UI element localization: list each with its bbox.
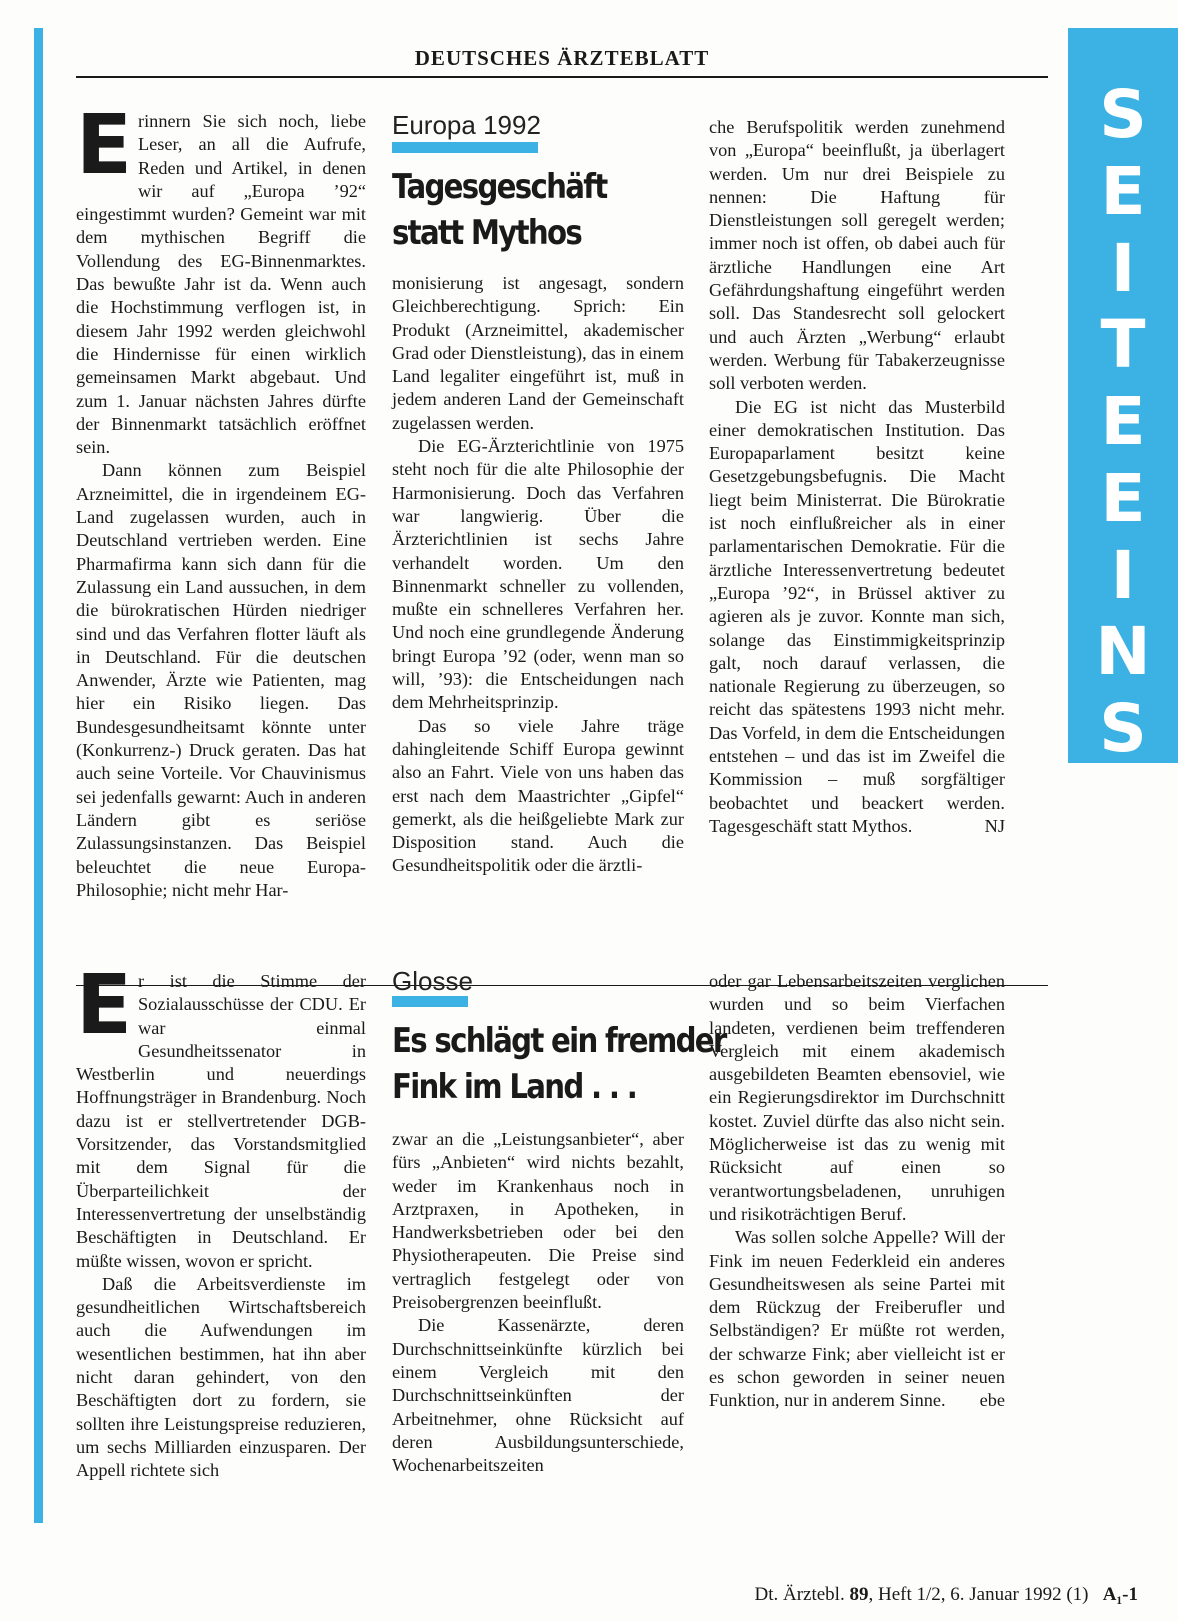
- article2-paragraph: Was sollen solche Appelle? Will der Fink im neuen Federkleid ein anderes Gesundheitswesen als seine Partei mit dem Rückzug der Freiberufler und Selbständigen? Er müßte rot werden, der schwarze Fink; aber vielleicht ist er es schon geworden in seiner neuen Funktion, nur in anderem Sinne.: [709, 1227, 1005, 1411]
- tab-letter: E: [1100, 459, 1146, 537]
- tab-letter: I: [1110, 229, 1136, 307]
- article1-paragraph: Das so viele Jahre träge dahingleitende Schiff Europa gewinnt also an Fahrt. Viele von uns haben das erst nach dem Maastrichter „Gipfel“ gemerkt, als die heißgeliebte Mark zur Disposition stand. Auch die Gesundheitspolitik oder die ärztli-: [392, 715, 684, 876]
- tab-letter: N: [1095, 613, 1151, 691]
- footer-issue-date: , Heft 1/2, 6. Januar 1992 (1): [868, 1584, 1089, 1605]
- article2-column-2: [392, 1128, 684, 1477]
- header-rule: [76, 76, 1048, 78]
- article2-headline: [392, 1018, 726, 1110]
- article1-author-initials: NJ: [984, 815, 1005, 836]
- article2-headline-line: Fink im Land . . .: [392, 1067, 637, 1107]
- tab-letter: T: [1100, 306, 1146, 384]
- article1-headline-line: statt Mythos: [392, 213, 582, 253]
- masthead: DEUTSCHES ÄRZTEBLATT: [414, 46, 710, 70]
- left-accent-bar: [34, 28, 43, 1523]
- article1-dropcap: E: [76, 98, 133, 193]
- article2-paragraph: Daß die Arbeitsverdienste im gesundheitlichen Wirtschaftsbereich auch die Aufwendungen im wesentlichen bestimmen, hat ihn aber nicht daran gehindert, von den Beschäftigten dort zu fordern, sie sollten ihre Leistungspreise reduzieren, um sechs Milliarden einzusparen. Der Appell richtete sich: [76, 1273, 366, 1481]
- article1-paragraph: Die EG ist nicht das Musterbild einer demokratischen Institution. Das Europaparlament besitzt keine Gesetzgebungsbefugnis. Die Macht liegt beim Ministerrat. Die Bürokratie ist noch einflußreicher als in einer parlamentarischen Demokratie. Für die ärztliche Interessenvertretung bedeutet „Europa ’92“, in Brüssel aktiver zu agieren als je zuvor. Konnte man sich, solange das Einstimmigkeitsprinzip galt, noch darauf verlassen, die nationale Regierung zu überzeugen, so reicht das spätestens 1993 nicht mehr. Das Vorfeld, in dem die Entscheidungen entstehen – und das ist im Zweifel die Kommission – muß sorgfältiger beobachtet und beackert werden. Tagesgeschäft statt Mythos.: [709, 396, 1005, 836]
- article1-kicker: Europa 1992: [392, 110, 541, 140]
- article1-paragraph: monisierung ist angesagt, sondern Gleichberechtigung. Sprich: Ein Produkt (Arzneimittel, akademischer Grad oder Dienstleistung), das in einem Land legaliter eingeführt ist, muß in jedem anderen Land der Gemeinschaft zugelassen werden.: [392, 273, 684, 433]
- section-tab: [1068, 28, 1178, 767]
- article2-paragraph: oder gar Lebensarbeitszeiten verglichen wurden und so beim Vierfachen landeten, verdienen beim treffenderen Vergleich mit einem akademisch ausgebildeten Beamten ebensoviel, wie ein Regierungsdirektor im Durchschnitt kostet. Zuviel dürfte das also nicht sein. Möglicherweise ist das zu wenig mit Rücksicht auf einen so verantwortungsbeladenen, unruhigen und risikoträchtigen Beruf.: [709, 971, 1005, 1224]
- article1-column-3: [709, 116, 1005, 838]
- article1-column-2: [392, 272, 684, 878]
- article1-paragraph: Dann können zum Beispiel Arzneimittel, die in irgendeinem EG-Land zugelassen wurden, auch in Deutschland vertrieben werden. Eine Pharmafirma kann sich dann für die Zulassung ein Land aussuchen, in dem die bürokratischen Hürden niedriger sind und das Verfahren flotter läuft als in Deutschland. Für die deutschen Anwender, Ärzte wie Patienten, mag hier ein Risiko liegen. Das Bundesgesundheitsamt könnte unter (Konkurrenz-) Druck geraten. Das hat auch seine Vorteile. Vor Chauvinismus sei jedenfalls gewarnt: Auch in anderen Ländern gibt es seriöse Zulassungsinstanzen. Das Beispiel beleuchtet die neue Europa-Philosophie; nicht mehr Har-: [76, 460, 366, 900]
- section-tab-label: [1086, 76, 1160, 767]
- article2-kicker: Glosse: [392, 966, 473, 996]
- tab-letter: E: [1100, 152, 1146, 230]
- article2-paragraph: r ist die Stimme der Sozialausschüsse der CDU. Er war einmal Gesundheitssenator in Westberlin und neuerdings Hoffnungsträger in Brandenburg. Noch dazu ist er stellvertretender DGB-Vorsitzender, das Vorstandsmitglied mit dem Signal für die Überparteilichkeit der Interessenvertretung der unselbständig Beschäftigten in Deutschland. Er müßte wissen, wovon er spricht.: [76, 971, 366, 1271]
- article2-column-1: [76, 958, 366, 1483]
- article2-paragraph: Die Kassenärzte, deren Durchschnittseinkünfte kürzlich bei einem Vergleich mit den Durchschnittseinkünften der Arbeitnehmer, ohne Rücksicht auf deren Ausbildungsunterschiede, Wochenarbeitszeiten: [392, 1315, 684, 1476]
- tab-letter: E: [1100, 383, 1146, 460]
- article1-kicker-bar: [392, 142, 538, 153]
- footer-journal: Dt. Ärztebl.: [754, 1584, 845, 1605]
- article1-column-1: [76, 98, 366, 902]
- article2-column-3: [709, 970, 1005, 1413]
- page-footer: [754, 1584, 1138, 1606]
- tab-letter: S: [1099, 690, 1147, 767]
- article2-headline-line: Es schlägt ein fremder: [392, 1021, 726, 1061]
- article1-paragraph: che Berufspolitik werden zunehmend von „Europa“ beeinflußt, ja überlagert werden. Um nur drei Beispiele zu nennen: Die Haftung für Dienstleistungen soll geregelt werden; immer noch ist offen, ob dabei auch für ärztliche Handlungen eine Art Gefährdungshaftung eingeführt werden soll. Das Standesrecht soll gelockert und auch Ärzten „Werbung“ erlaubt werden. Werbung für Tabakerzeugnisse soll verboten werden.: [709, 117, 1005, 394]
- footer-page-number: A₁-1: [1102, 1584, 1138, 1605]
- article1-paragraph: rinnern Sie sich noch, liebe Leser, an all die Aufrufe, Reden und Artikel, in denen wir auf „Europa ’92“ eingestimmt wurden? Gemeint war mit dem mythischen Begriff die Vollendung des EG-Binnenmarktes. Das bewußte Jahr ist da. Wenn auch die Hochstimmung verflogen ist, in diesem Jahr 1992 werden gleichwohl die Hindernisse für einen wirklich gemeinsamen Markt abgebaut. Und zum 1. Januar nächsten Jahres dürfte der Binnenmarkt tatsächlich eröffnet sein.: [76, 111, 366, 458]
- article2-kicker-bar: [392, 996, 468, 1007]
- article2-author-initials: ebe: [979, 1390, 1005, 1411]
- article2-paragraph: zwar an die „Leistungsanbieter“, aber fürs „Anbieten“ wird nichts bezahlt, weder im Krankenhaus noch in Arztpraxen, in Apotheken, in Handwerksbetrieben oder bei den Physiotherapeuten. Die Preise sind vertraglich festgelegt oder von Preisobergrenzen beeinflußt.: [392, 1129, 684, 1313]
- article1-headline-line: Tagesgeschäft: [392, 167, 607, 207]
- article1-headline: [392, 164, 606, 256]
- article1-paragraph: Die EG-Ärzterichtlinie von 1975 steht noch für die alte Philosophie der Harmonisierung. Doch das Verfahren war langwierig. Über die Ärzterichtlinien ist sechs Jahre verhandelt worden. Um den Binnenmarkt schneller zu vollenden, mußte ein schnelleres Verfahren her. Und noch eine grundlegende Änderung bringt Europa ’92 (oder, wenn man so will, ’93): die Entscheidungen nach dem Mehrheitsprinzip.: [392, 436, 684, 713]
- article2-dropcap: E: [76, 958, 133, 1053]
- tab-letter: I: [1110, 536, 1136, 614]
- footer-volume: 89: [849, 1584, 869, 1605]
- tab-letter: S: [1099, 76, 1147, 153]
